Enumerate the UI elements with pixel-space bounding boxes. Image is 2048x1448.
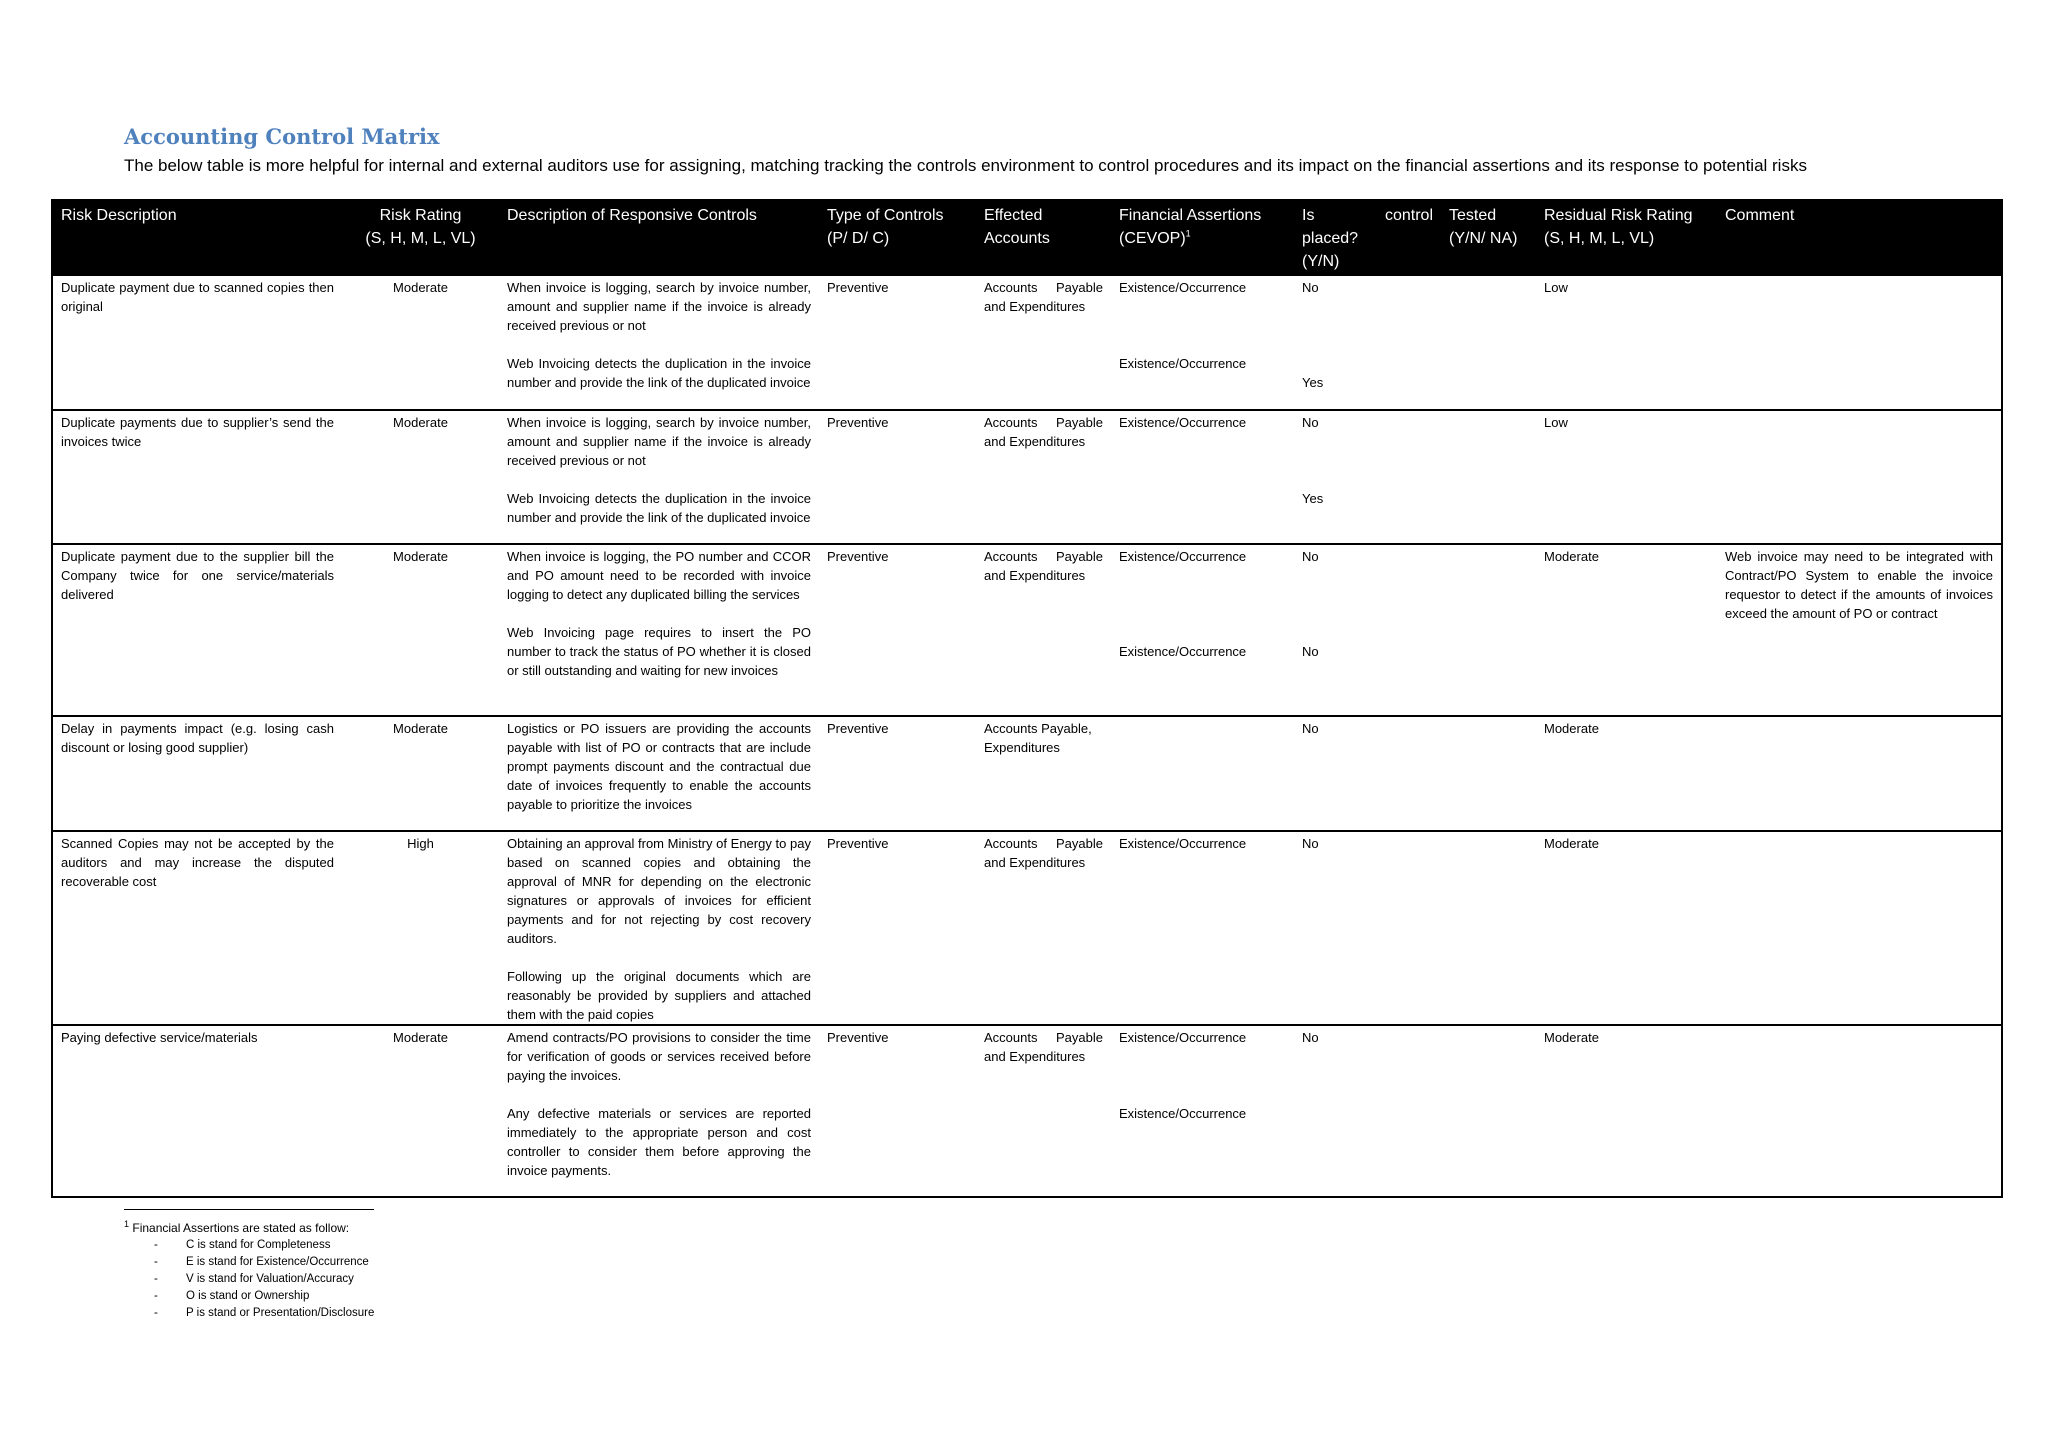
- tested-cell: [1441, 276, 1536, 410]
- risk-description-cell: Delay in payments impact (e.g. losing cash discount or losing good supplier): [52, 716, 342, 831]
- list-item: - V is stand for Valuation/Accuracy: [154, 1271, 374, 1288]
- residual-cell: Moderate: [1536, 1025, 1717, 1197]
- footnote-heading: $^1$ Financial Assertions are stated as follow:: [124, 1219, 350, 1235]
- comment-cell: [1717, 410, 2002, 544]
- table-row: [52, 544, 2002, 716]
- header-control-placed: Is control placed? (Y/N): [1294, 200, 1441, 276]
- comment-cell: [1717, 276, 2002, 410]
- assertions-cell: Existence/Occurrence: [1111, 831, 1294, 1025]
- tested-cell: [1441, 544, 1536, 716]
- tested-cell: [1441, 716, 1536, 831]
- residual-cell: Low: [1544, 280, 1568, 295]
- list-item: - E is stand for Existence/Occurrence: [154, 1254, 374, 1271]
- risk-rating-cell: High: [342, 831, 499, 1025]
- type-cell: Preventive: [819, 716, 976, 831]
- placed-cell: No Yes: [1302, 280, 1324, 390]
- residual-cell: Moderate: [1536, 716, 1717, 831]
- table-row: [52, 831, 2002, 1025]
- header-description-controls: Description of Responsive Controls: [499, 200, 819, 276]
- footnote: [124, 1220, 374, 1322]
- risk-description-cell: Paying defective service/materials: [52, 1025, 342, 1197]
- placed-cell: No Yes: [1294, 410, 1441, 544]
- assertions-cell: Existence/Occurrence Existence/Occurrence: [1111, 1025, 1294, 1197]
- footnote-divider: [124, 1209, 374, 1210]
- header-type-controls: Type of Controls (P/ D/ C): [819, 200, 976, 276]
- residual-cell: Moderate: [1536, 831, 1717, 1025]
- type-cell: Preventive: [819, 544, 976, 716]
- risk-rating-cell: Moderate: [342, 1025, 499, 1197]
- accounts-cell: Accounts Payable and Expenditures: [976, 1025, 1111, 1197]
- header-financial-assertions: Financial Assertions (CEVOP)$^1$: [1111, 200, 1294, 276]
- header-residual-risk: Residual Risk Rating (S, H, M, L, VL): [1536, 200, 1717, 276]
- header-comment: Comment: [1717, 200, 2002, 276]
- table-header: [52, 200, 2002, 276]
- comment-cell: [1717, 716, 2002, 831]
- comment-cell: Web invoice may need to be integrated with Contract/PO System to enable the invoice requestor to detect if the amounts of invoices exceed the amount of PO or contract: [1717, 544, 2002, 716]
- control-matrix-table: [51, 199, 2003, 1198]
- header-effected-accounts: Effected Accounts: [976, 200, 1111, 276]
- controls-cell: Amend contracts/PO provisions to consider the time for verification of goods or services received before paying the invoices. Any defective materials or services are reported immediately to the appropriate person and cost controller to consider them before approving the invoice payments.: [499, 1025, 819, 1197]
- residual-cell: Low: [1536, 410, 1717, 544]
- table-row: [52, 1025, 2002, 1197]
- comment-cell: [1717, 1025, 2002, 1197]
- intro-text: The below table is more helpful for internal and external auditors use for assigning, matching tracking the controls environment to control procedures and its impact on the financial assertions and its response to potential risks: [124, 156, 1807, 175]
- type-cell: Preventive: [819, 410, 976, 544]
- accounts-cell: Accounts Payable and Expenditures: [976, 410, 1111, 544]
- risk-description-cell: Duplicate payment due to the supplier bill the Company twice for one service/materials delivered: [52, 544, 342, 716]
- tested-cell: [1441, 410, 1536, 544]
- header-risk-rating: Risk Rating (S, H, M, L, VL): [342, 200, 499, 276]
- controls-cell: Logistics or PO issuers are providing the accounts payable with list of PO or contracts that are include prompt payments discount and the contractual due date of invoices frequently to enable the accounts payable to prioritize the invoices: [499, 716, 819, 831]
- controls-cell: When invoice is logging, search by invoice number, amount and supplier name if the invoice is already received previous or not Web Invoicing detects the duplication in the invoice number and provide the link of the duplicated invoice: [507, 280, 811, 390]
- risk-rating-cell: Moderate: [342, 410, 499, 544]
- placed-cell: No: [1294, 1025, 1441, 1197]
- accounts-cell: Accounts Payable and Expenditures: [976, 544, 1111, 716]
- controls-cell: When invoice is logging, search by invoice number, amount and supplier name if the invoice is already received previous or not Web Invoicing detects the duplication in the invoice number and provide the link of the duplicated invoice: [499, 410, 819, 544]
- risk-description-cell: Scanned Copies may not be accepted by the auditors and may increase the disputed recoverable cost: [52, 831, 342, 1025]
- placed-cell: No: [1294, 716, 1441, 831]
- list-item: - C is stand for Completeness: [154, 1237, 374, 1254]
- type-cell: Preventive: [827, 280, 889, 295]
- risk-rating-cell: Moderate: [342, 544, 499, 716]
- assertions-cell: Existence/Occurrence Existence/Occurrence: [1111, 544, 1294, 716]
- controls-cell: When invoice is logging, the PO number and CCOR and PO amount need to be recorded with invoice logging to detect any duplicated billing the services Web Invoicing page requires to insert the PO number to track the status of PO whether it is closed or still outstanding and waiting for new invoices: [499, 544, 819, 716]
- footnote-marker: 1: [1185, 228, 1191, 239]
- table-row: [52, 716, 2002, 831]
- accounts-cell: Accounts Payable and Expenditures: [984, 280, 1103, 314]
- header-risk-description: Risk Description: [52, 200, 342, 276]
- header-tested: Tested (Y/N/ NA): [1441, 200, 1536, 276]
- type-cell: Preventive: [819, 1025, 976, 1197]
- placed-cell: No: [1294, 831, 1441, 1025]
- placed-cell: No No: [1294, 544, 1441, 716]
- accounts-cell: Accounts Payable, Expenditures: [976, 716, 1111, 831]
- footnote-list: [124, 1237, 374, 1322]
- page-title: Accounting Control Matrix: [124, 124, 440, 149]
- assertions-cell: Existence/Occurrence: [1111, 410, 1294, 544]
- tested-cell: [1441, 1025, 1536, 1197]
- table-row: [52, 410, 2002, 544]
- table-row: [52, 276, 2002, 410]
- comment-cell: [1717, 831, 2002, 1025]
- footnote-number: 1: [124, 1219, 130, 1229]
- risk-rating-cell: Moderate: [342, 716, 499, 831]
- risk-description-cell: Duplicate payment due to scanned copies then original: [61, 280, 334, 314]
- risk-description-cell: Duplicate payments due to supplier’s send the invoices twice: [52, 410, 342, 544]
- assertions-cell: Existence/Occurrence Existence/Occurrence: [1119, 280, 1247, 371]
- risk-rating-cell: Moderate: [393, 280, 448, 295]
- accounts-cell: Accounts Payable and Expenditures: [976, 831, 1111, 1025]
- assertions-cell: [1111, 716, 1294, 831]
- list-item: - P is stand or Presentation/Disclosure: [154, 1305, 374, 1322]
- tested-cell: [1441, 831, 1536, 1025]
- type-cell: Preventive: [819, 831, 976, 1025]
- controls-cell: Obtaining an approval from Ministry of Energy to pay based on scanned copies and obtaining the approval of MNR for depending on the electronic signatures or approvals of invoices for efficient payments and for not rejecting by cost recovery auditors. Following up the original documents which are reasonably be provided by suppliers and attached them with the paid copies: [499, 831, 819, 1025]
- list-item: - O is stand or Ownership: [154, 1288, 374, 1305]
- residual-cell: Moderate: [1536, 544, 1717, 716]
